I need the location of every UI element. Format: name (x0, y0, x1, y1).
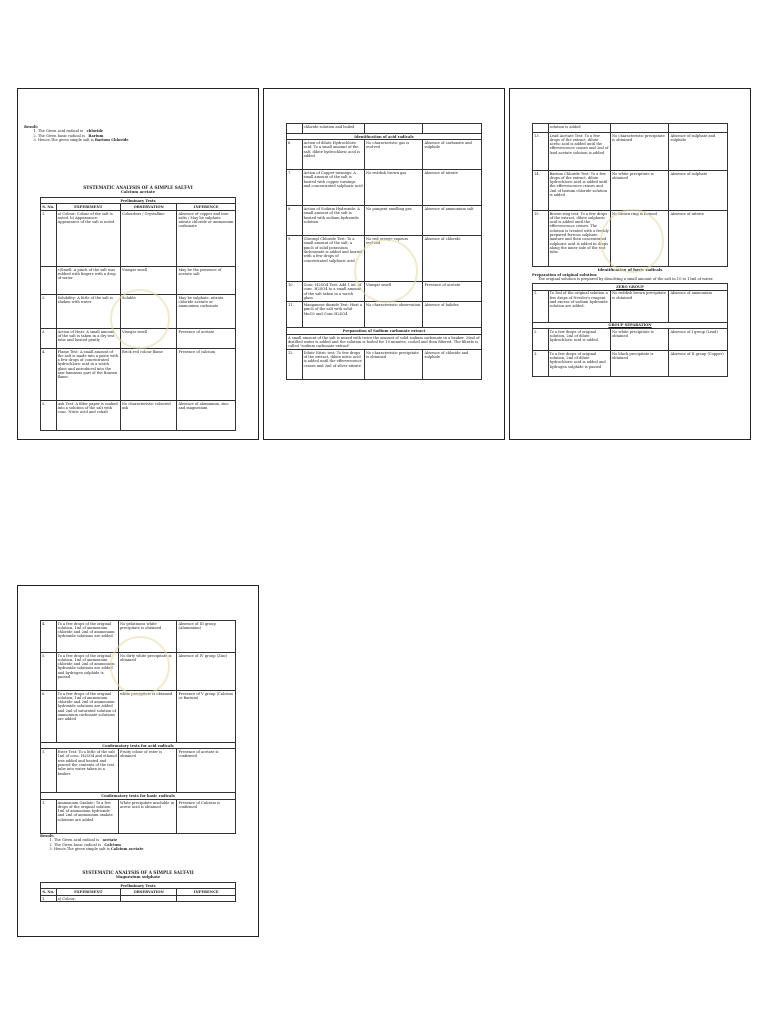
table-row: c)Smell: A pinch of the salt was rubbed with fingers with a drop of water Vinegar smell May be the presence of acetate salt (41, 266, 236, 294)
table-row: 4. To a few drops of the original solution, 1ml of ammonium chloride and 2ml of ammonium hydroxide solutions are added No gelatinous white precipitate is obtained Absence of III group (Aluminium) (41, 621, 236, 653)
table-row: 5. Ash Test: A filter paper is soaked into a solution of the salt with conc. Nitric acid and cobalt No characteristic coloured ash Absence of aluminium, zinc and magnesium (41, 400, 236, 430)
table-row: 13. Lead Acetate Test: To a few drops of the extract, dilute acetic acid is added until the effervescence ceases and 2ml of lead acetate solution is added No characteristic precipitate is obtained Absence of sulphate and sulphide (533, 133, 728, 171)
result-label: Result: (40, 833, 55, 838)
result-item: 2. The Given basic radical is Barium (38, 134, 252, 138)
table-row: 2. To a few drops of original solution, 2ml of dilute hydrochloric acid is added. No white precipitate is obtained Absence of I group (Lead) (533, 329, 728, 351)
table-row: 11. Manganese dioxide Test: Heat a pinch of the salt with solid MnO2 and Conc.H2SO4 No characteristic observation Absence of halides (287, 302, 482, 328)
table-row: 7. Action of Copper turnings: A small amount of the salt is heated with copper turnings and concentrated sulphuric acid No reddish brown gas Absence of nitrate (287, 170, 482, 206)
prep-title: Preparation of original solution: (532, 272, 598, 277)
section-heading: Preliminary Tests (41, 883, 236, 889)
analysis-table (532, 283, 728, 377)
result-list (40, 838, 236, 851)
analysis-table (40, 882, 236, 902)
extract-paragraph: A small amount of the salt is mixed with twice the amount of solid sodium carbonate in a beaker. 20ml of distilled water is added and the solution is boiled for 10 minutes, cooled and then filtered. The filtrate is called "sodium carbonate extract" (288, 335, 480, 349)
table-row: 8. Action of Sodium Hydroxide: A small amount of the salt is heated with sodium hydroxide solution No pungent smelling gas Absence of ammonium salt (287, 206, 482, 236)
table-row: 6. Action of dilute Hydrochloric acid: To a small amount of the salt, dilute hydrochloric acid is added No characteristic gas is evolved Absence of carbonate and sulphide (287, 140, 482, 170)
table-row: 1. Ammonium Oxalate: To a few drops of the original solution 1ml of ammonium hydroxide and 2ml of ammonium oxalate solutions are added White precipitate insoluble in acetic acid is obtained Presence of Calcium is confirmed (41, 799, 236, 833)
section-heading: Preparation of Sodium carbonate extract (287, 328, 482, 334)
table-row: 3. Action of Heat: A small amount of the salt is taken in a dry test tube and heated gently Vinegar smell Presence of acetate (41, 328, 236, 348)
result-item: 2. The Given basic radical is Calcium (54, 843, 236, 847)
group-heading: GROUP SEPARATION (533, 322, 728, 328)
result-item: 1. The Given acid radical is acetate (54, 838, 236, 842)
column-header: INFERENCE (177, 889, 236, 895)
table-row: 15. Brown ring test: To a few drops of the extract, dilute sulphuric acid is added until the effervescence ceases. The solution is treated with a freshly prepared ferrous sulphate mixture and then concentrated sulphuric acid is added in drops along the inner side of the test tube. No brown ring is formed Absence of nitrate (533, 211, 728, 267)
page-title: SYSTEMATIC ANALYSIS OF A SIMPLE SALT-VI (83, 185, 193, 190)
table-row: 2. Solubility: A little of the salt is shaken with water Soluble May be sulphate, nitrate, chloride acetate or ammonium carbonate (41, 294, 236, 328)
table-row: 1. a) Colour: Colour of the salt is noted. b) Appearance: Appearance of the salt is noted Colourless / Crystalline Absence of copper and iron salts / May be sulphate nitrate chloride or ammonium carbonate (41, 210, 236, 266)
result-item: 3. Hence,The given simple salt is Barium Chloride (38, 138, 252, 142)
column-header: OBSERVATION (120, 889, 177, 895)
analysis-table (40, 197, 236, 431)
table-row: 4. Flame Test: A small amount of the salt is made into a paste with a few drops of concentrated hydrochloric acid in a watch glass and introduced into the non-luminous part of the Bunsen flame. Brick red colour flame Presence of calcium (41, 348, 236, 400)
document-page-4 (17, 585, 259, 937)
table-row: chloride solution and boiled (287, 124, 482, 134)
section-heading: Confirmatory tests for acid radicals (41, 743, 236, 749)
table-row: 14. Barium Chloride Test: To a few drops of the extract, dilute hydrochloric acid is added until the effervescence ceases and 2ml of barium chloride solution is added No white precipitate is obtained Absence of sulphate (533, 171, 728, 211)
table-row: 9. Chromyl Chloride Test: To a small amount of the salt, a pinch of solid potassium dichromate is added and heated with a few drops of concentrated sulphuric acid No red orange vapours evolved Absence of chloride (287, 236, 482, 282)
column-header: EXPERIMENT (56, 204, 120, 210)
table-row: 3. To a few drops of original solution, 2ml of dilute hydrochloric acid is added and hydrogen sulphide is passed No black precipitate is obtained Absence of II group (Copper) (533, 351, 728, 377)
table-row: 1. To 1ml of the original solution a few drops of Nessler's reagent and excess of sodium hydroxide solution are added. No reddish brown precipitate is obtained Absence of ammonium (533, 290, 728, 322)
column-header: EXPERIMENT (56, 889, 120, 895)
section-heading: Identification of acid radicals (287, 134, 482, 140)
section-heading: Identification of basic radicals (597, 267, 663, 272)
table-row: 1. Ester Test: To a little of the salt 1ml of conc. H2SO4 and ethanol was added and heated and poured the contents of the test tube into water taken in a beaker. Fruity odour of ester is obtained Presence of acetate is confirmed (41, 749, 236, 793)
analysis-table (532, 123, 728, 267)
column-header: INFERENCE (177, 204, 236, 210)
page-title: SYSTEMATIC ANALYSIS OF A SIMPLE SALT-VII (82, 870, 194, 875)
document-page-1 (17, 88, 259, 440)
table-row: 6. To a few drops of the original solution, 1ml of ammonium chloride and 2ml of ammonium hydroxide solutions are added and 2ml of saturated solution of ammonium carbonate solutions are added white precipitate is obtained Presence of V group (Calcium or Barium) (41, 691, 236, 743)
analysis-table (40, 620, 236, 834)
table-row: 12. Dilute Nitric test: To few drops of the extract, dilute nitric acid is added until the effervescence ceases and 2ml of silver nitrate No characteristic precipitate is obtained Absence of chloride and sulphide (287, 350, 482, 380)
prep-paragraph: The original solution is prepared by dissolving a small amount of the salt in 10 to 15ml of water. (538, 276, 714, 281)
table-row: solution is added (533, 124, 728, 133)
column-header: OBSERVATION (120, 204, 177, 210)
document-page-3 (509, 88, 751, 440)
analysis-table (286, 123, 482, 380)
table-row: 10. Conc. H2SO4 Test: Add 1 ml. of conc. H2SO4 to a small amount of the salt taken in a watch glass Vinegar smell Presence of acetate (287, 282, 482, 302)
result-list (24, 129, 252, 142)
result-item: 3. Hence,The given simple salt is Calcium acetate (54, 847, 236, 851)
group-heading: ZERO GROUP (533, 284, 728, 290)
section-heading: Confirmatory tests for basic radicals (41, 793, 236, 799)
result-item: 1. The Given acid radical is chloride (38, 129, 252, 133)
result-label: Result: (24, 125, 39, 129)
column-header: S. No. (42, 890, 55, 895)
column-header: S. No. (42, 205, 55, 210)
document-page-2 (263, 88, 505, 440)
salt-name: Magnesium sulphate (115, 874, 161, 879)
section-heading: Preliminary Tests (41, 198, 236, 204)
salt-name: Calcium acetate (120, 189, 156, 194)
table-row: 5. To a few drops of the original solution, 1ml of ammonium chloride and 2ml of ammonium hydroxide solutions are added and hydrogen sulphide is passed No dirty white precipitate is obtained Absence of IV group (Zinc) (41, 653, 236, 691)
table-row: 1. a) Colour: (41, 895, 236, 901)
